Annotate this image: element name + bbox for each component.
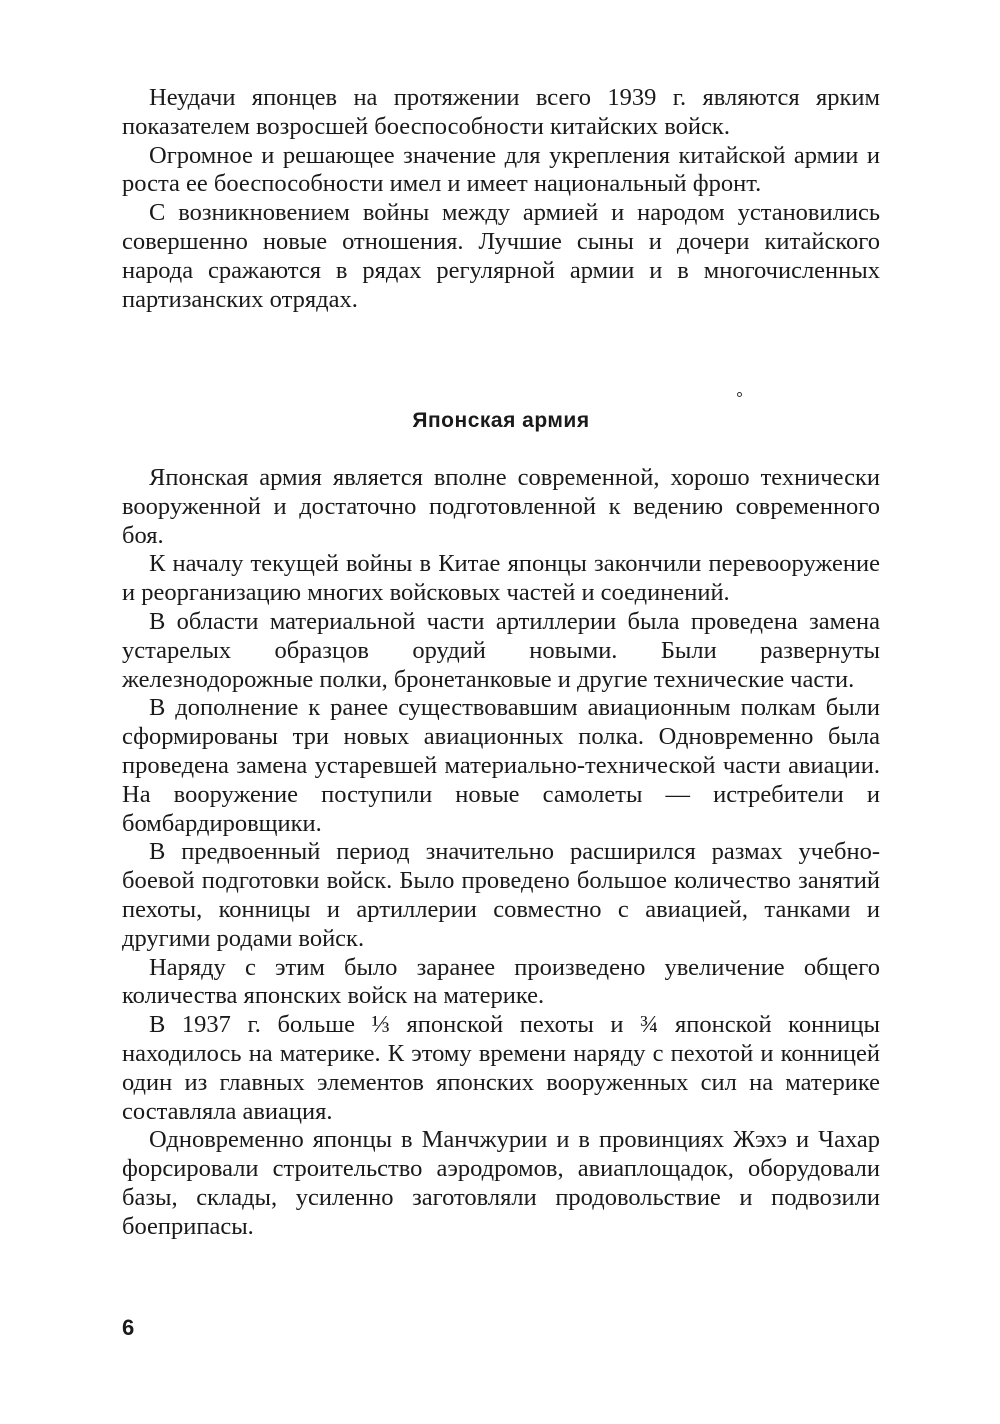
section-heading: Японская армия: [412, 409, 590, 432]
paragraph: Одновременно японцы в Манчжурии и в провинциях Жэхэ и Чахар форсировали строительство аэродромов, авиаплощадок, оборудовали базы, склады, усиленно заготовляли продовольствие и подвозили боеприпасы.: [122, 1126, 880, 1240]
paragraph: В предвоенный период значительно расширился размах учебно-боевой подготовки войск. Было проведено большое количество занятий пехоты, конницы и артиллерии совместно с авиацией, танками и другими родами войск.: [122, 838, 880, 952]
paragraph: В дополнение к ранее существовавшим авиационным полкам были сформированы три новых авиационных полка. Одновременно была проведена замена устаревшей материально-технической части авиации. На вооружение поступили новые самолеты — истребители и бомбардировщики.: [122, 694, 880, 837]
paragraph: К началу текущей войны в Китае японцы закончили перевооружение и реорганизацию многих войсковых частей и соединений.: [122, 550, 880, 607]
paragraph: Наряду с этим было заранее произведено увеличение общего количества японских войск на материке.: [122, 953, 880, 1010]
paragraph: Огромное и решающее значение для укрепления китайской армии и роста ее боеспособности имел и имеет национальный фронт.: [122, 141, 880, 198]
paragraph: С возникновением войны между армией и народом установились совершенно новые отношения. Лучшие сыны и дочери китайского народа сражаются в рядах регулярной армии и в многочисленных партизанских отрядах.: [122, 199, 880, 313]
intro-text: [122, 84, 880, 314]
print-speck: [737, 392, 742, 397]
paragraph: Неудачи японцев на протяжении всего 1939 г. являются ярким показателем возросшей боеспособности китайских войск.: [122, 84, 880, 140]
page-number: 6: [122, 1315, 135, 1340]
paragraph: В области материальной части артиллерии была проведена замена устарелых образцов орудий новыми. Были развернуты железнодорожные полки, бронетанковые и другие технические части.: [122, 607, 880, 693]
section-text: [122, 464, 880, 1242]
paragraph: В 1937 г. больше ⅓ японской пехоты и ¾ японской конницы находилось на материке. К этому времени наряду с пехотой и конницей один из главных элементов японских вооруженных сил на материке составляла авиация.: [122, 1011, 880, 1125]
paragraph: Японская армия является вполне современной, хорошо технически вооруженной и достаточно подготовленной к ведению современного боя.: [122, 464, 880, 549]
